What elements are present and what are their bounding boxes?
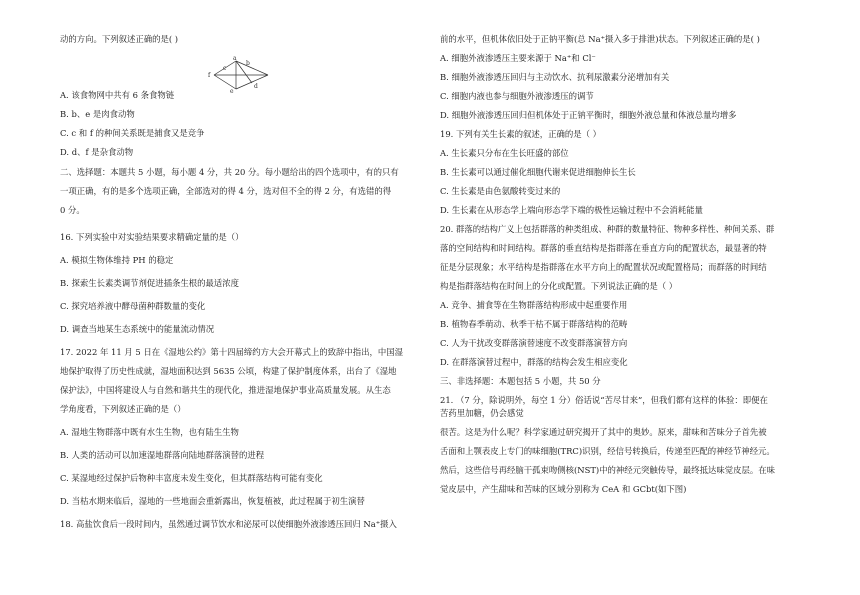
q16-option-c: C. 探究培养液中酵母菌种群数量的变化 bbox=[60, 301, 206, 311]
q21-stem: 很苦。这是为什么呢？科学家通过研究揭开了其中的奥妙。原来，甜味和苦味分子首先被 bbox=[440, 427, 767, 437]
q15-option-c: C. c 和 f 的种间关系既是捕食又是竞争 bbox=[60, 128, 205, 138]
q17-option-c: C. 某湿地经过保护后物种丰富度未发生变化，但其群落结构可能有变化 bbox=[60, 473, 323, 483]
q18-option-c: C. 细胞内液也参与细胞外液渗透压的调节 bbox=[440, 91, 594, 101]
q18-option-a: A. 细胞外液渗透压主要来源于 Na⁺和 Cl⁻ bbox=[440, 53, 596, 63]
q19-option-c: C. 生长素是由色氨酸转变过来的 bbox=[440, 186, 561, 196]
q21-stem: 21. （7 分，除说明外，每空 1 分）俗话说“苦尽甘来”，但我们都有这样的体验：即便在 bbox=[440, 395, 768, 405]
q20-option-d: D. 在群落演替过程中，群落的结构会发生相应变化 bbox=[440, 357, 628, 367]
q21-stem: 然后，这些信号再经脑干孤束吻侧核(NST)中的神经元突触传导，最终抵达味觉皮层。在味 bbox=[440, 465, 776, 475]
q15-stem-tail: 动的方向。下列叙述正确的是( ) bbox=[60, 34, 179, 44]
q20-option-a: A. 竞争、捕食等在生物群落结构形成中起重要作用 bbox=[440, 300, 628, 310]
q16-option-a: A. 模拟生物体维持 PH 的稳定 bbox=[60, 255, 174, 265]
q17-stem: 地保护取得了历史性成就，湿地面积达到 5635 公顷，构建了保护制度体系，出台了《湿地 bbox=[60, 366, 397, 376]
q15-option-a: A. 该食物网中共有 6 条食物链 bbox=[60, 90, 175, 100]
right-column bbox=[440, 34, 825, 495]
q19-option-d: D. 生长素在从形态学上端向形态学下端的极性运输过程中不会消耗能量 bbox=[440, 205, 703, 215]
q19-option-b: B. 生长素可以通过催化细胞代谢来促进细胞伸长生长 bbox=[440, 167, 636, 177]
q16-stem: 16. 下列实验中对实验结果要求精确定量的是（） bbox=[60, 232, 244, 242]
section2-heading: 二、选择题：本题共 5 小题，每小题 4 分，共 20 分。每小题给出的四个选项中，有的只有 bbox=[60, 167, 399, 177]
q18-stem-head: 18. 高盐饮食后一段时间内，虽然通过调节饮水和泌尿可以使细胞外液渗透压回归 Na⁺摄入 bbox=[60, 519, 397, 529]
q16-option-b: B. 探索生长素类调节剂促进插条生根的最适浓度 bbox=[60, 278, 239, 288]
q16-option-d: D. 调查当地某生态系统中的能量流动情况 bbox=[60, 324, 215, 334]
q20-stem: 20. 群落的结构广义上包括群落的种类组成、种群的数量特征、物种多样性、种间关系、群 bbox=[440, 224, 775, 234]
q18-option-d: D. 细胞外液渗透压回归但机体处于正钠平衡时，细胞外液总量和体液总量均增多 bbox=[440, 110, 737, 120]
q17-option-d: D. 当枯水期来临后，湿地的一些地面会重新露出，恢复植被，此过程属于初生演替 bbox=[60, 496, 365, 506]
web-node-label: a bbox=[233, 55, 237, 62]
q18-option-b: B. 细胞外液渗透压回归与主动饮水、抗利尿激素分泌增加有关 bbox=[440, 72, 670, 82]
section2-text: 一项正确，有的是多个选项正确，全部选对的得 4 分，选对但不全的得 2 分，有选错的得 bbox=[60, 186, 392, 196]
web-node-label: b bbox=[246, 60, 250, 67]
q17-stem: 17. 2022 年 11 月 5 日在《湿地公约》第十四届缔约方大会开幕式上的致辞中指出，中国湿 bbox=[60, 347, 403, 357]
q21-stem: 舌面和上颚表皮上专门的味细胞(TRC)识别，经信号转换后，传递至匹配的神经节神经元。 bbox=[440, 446, 775, 456]
web-node-label: d bbox=[254, 83, 258, 90]
q20-stem: 落的空间结构和时间结构。群落的垂直结构是指群落在垂直方向的配置状态，最显著的特 bbox=[440, 243, 767, 253]
q19-stem: 19. 下列有关生长素的叙述，正确的是（ ） bbox=[440, 129, 602, 139]
q20-stem: 征是分层现象；水平结构是指群落在水平方向上的配置状况或配置格局；而群落的时间结 bbox=[440, 262, 767, 272]
q19-option-a: A. 生长素只分布在生长旺盛的部位 bbox=[440, 148, 569, 158]
q21-stem: 觉皮层中，产生甜味和苦味的区域分别称为 CeA 和 GCbt(如下图) bbox=[440, 484, 687, 494]
q20-option-b: B. 植物春季萌动、秋季干枯不属于群落结构的范畴 bbox=[440, 319, 628, 329]
q20-stem: 构是指群落结构在时间上的分化或配置。下列说法正确的是（ ） bbox=[440, 281, 678, 291]
q17-option-a: A. 湿地生物群落中既有水生生物，也有陆生生物 bbox=[60, 427, 239, 437]
q17-stem: 保护法》，中国将建设人与自然和谐共生的现代化，推进湿地保护事业高质量发展。从生态 bbox=[60, 385, 391, 395]
web-node-label: e bbox=[230, 88, 234, 95]
q21-stem: 苦药里加糖，仍会感觉 bbox=[440, 408, 524, 418]
web-node-label: f bbox=[208, 72, 211, 79]
q15-option-b: B. b、e 是肉食动物 bbox=[60, 109, 135, 119]
q20-option-c: C. 人为干扰改变群落演替速度不改变群落演替方向 bbox=[440, 338, 628, 348]
q18-stem-tail: 前的水平，但机体依旧处于正钠平衡(总 Na⁺摄入多于排泄)状态。下列叙述正确的是( ) bbox=[440, 34, 760, 44]
section2-text: 0 分。 bbox=[60, 205, 85, 215]
web-node-label: c bbox=[223, 65, 227, 72]
q17-stem: 学角度看，下列叙述正确的是（） bbox=[60, 404, 186, 414]
left-column bbox=[60, 34, 432, 530]
q15-option-d: D. d、f 是杂食动物 bbox=[60, 147, 134, 157]
section3-heading: 三、非选择题：本题包括 5 小题，共 50 分 bbox=[440, 376, 601, 386]
q17-option-b: B. 人类的活动可以加速湿地群落向陆地群落演替的进程 bbox=[60, 450, 265, 460]
